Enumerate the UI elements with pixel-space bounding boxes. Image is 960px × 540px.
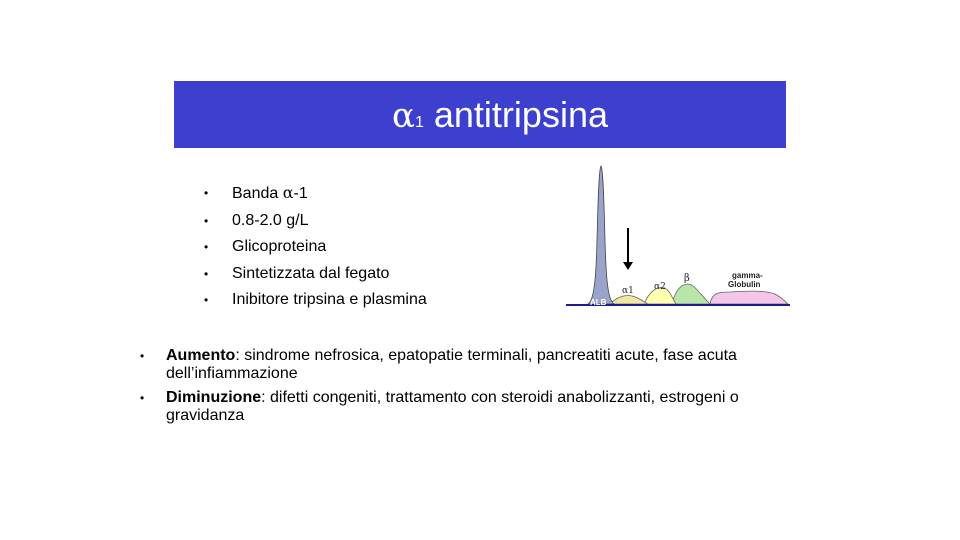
note-item	[140, 389, 760, 425]
property-item: • Glicoproteina	[204, 234, 427, 261]
property-item: • 0.8-2.0 g/L	[204, 208, 427, 235]
beta-peak	[672, 284, 710, 304]
beta-label: β	[684, 273, 690, 284]
title-bar	[174, 81, 786, 148]
electrophoresis-figure	[560, 160, 796, 310]
alpha1-label: α1	[622, 286, 634, 296]
title-alpha-symbol: α	[392, 95, 415, 136]
note-text: : difetti congeniti, trattamento con steroidi anabolizzanti, estrogeni o gravidanza	[166, 389, 739, 424]
alpha2-label: α2	[654, 282, 666, 292]
alb-label: ALB	[590, 298, 607, 307]
alpha1-peak	[610, 295, 648, 304]
albumin-peak	[588, 166, 614, 304]
note-term: Aumento	[166, 347, 236, 364]
title-subscript: 1	[414, 113, 424, 131]
note-item	[140, 347, 760, 383]
notes-list	[140, 347, 760, 431]
note-term: Diminuzione	[166, 389, 262, 406]
slide-title	[392, 93, 608, 136]
alpha-symbol: α	[282, 183, 294, 202]
property-item: • Banda α-1	[204, 180, 427, 208]
note-text: : sindrome nefrosica, epatopatie terminali, pancreatiti acute, fase acuta dell’infiammazione	[166, 347, 737, 382]
properties-list	[204, 180, 427, 314]
title-text: antitripsina	[433, 93, 608, 135]
gamma-peak	[710, 291, 788, 304]
gamma-label-line1: gamma-	[732, 271, 763, 280]
property-item: • Sintetizzata dal fegato	[204, 261, 427, 288]
gamma-label-line2: Globulin	[728, 280, 761, 289]
property-item: • Inibitore tripsina e plasmina	[204, 287, 427, 314]
arrow-head	[623, 262, 633, 270]
